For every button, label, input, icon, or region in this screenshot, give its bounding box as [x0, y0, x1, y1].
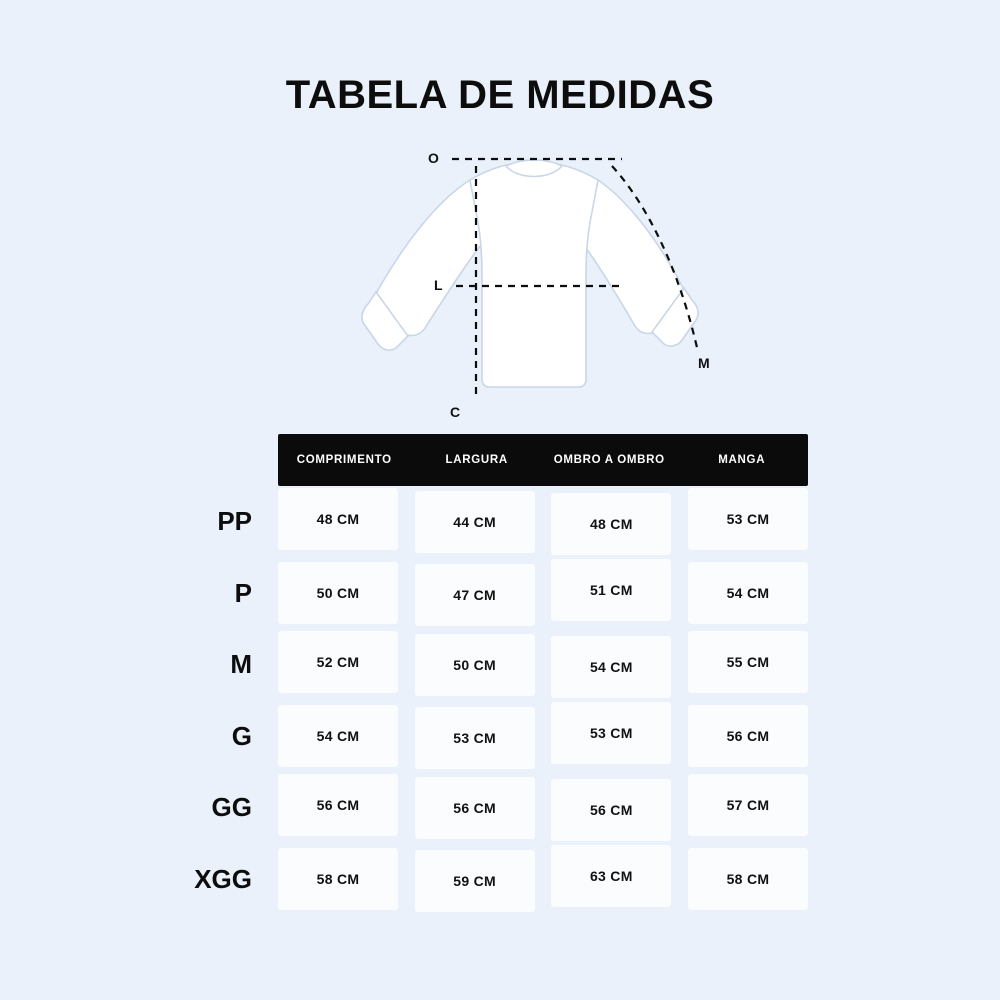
size-label: GG: [211, 792, 252, 823]
column-header-largura: LARGURA: [445, 454, 508, 466]
table-cell: 52 CM: [278, 631, 398, 693]
table-row: [180, 558, 820, 630]
size-label: XGG: [194, 863, 252, 894]
table-cell: 58 CM: [278, 848, 398, 910]
table-cell: 56 CM: [551, 779, 671, 841]
table-cell: 48 CM: [551, 493, 671, 555]
size-label: G: [231, 720, 252, 751]
page-title: TABELA DE MEDIDAS: [285, 73, 715, 117]
table-cell: 47 CM: [415, 564, 535, 626]
table-cell: 50 CM: [278, 562, 398, 624]
table-cell: 54 CM: [278, 705, 398, 767]
size-label: P: [234, 577, 252, 608]
table-cell: 58 CM: [688, 848, 808, 910]
column-header-ombro-a-ombro: OMBRO A OMBRO: [553, 454, 665, 466]
label-shoulder: O: [428, 150, 439, 166]
column-header-comprimento: COMPRIMENTO: [296, 454, 392, 466]
table-cell: 56 CM: [415, 777, 535, 839]
column-header-manga: MANGA: [718, 454, 766, 466]
table-row: [180, 629, 820, 701]
table-row: [180, 772, 820, 844]
table-cell: 51 CM: [551, 559, 671, 621]
table-cell: 56 CM: [688, 705, 808, 767]
table-cell: 50 CM: [415, 634, 535, 696]
size-label: M: [230, 649, 252, 680]
table-row: [180, 486, 820, 558]
table-cell: 57 CM: [688, 774, 808, 836]
table-cell: 48 CM: [278, 488, 398, 550]
table-cell: 59 CM: [415, 850, 535, 912]
label-length: C: [450, 404, 461, 420]
table-cell: 54 CM: [551, 636, 671, 698]
table-cell: 53 CM: [688, 488, 808, 550]
table-cell: 54 CM: [688, 562, 808, 624]
label-width: L: [434, 277, 443, 293]
size-label: PP: [217, 506, 252, 537]
table-cell: 53 CM: [415, 707, 535, 769]
table-header-row: [278, 434, 808, 486]
table-cell: 44 CM: [415, 491, 535, 553]
measurements-table: [180, 434, 820, 915]
table-row: [180, 701, 820, 773]
shirt-illustration: [330, 140, 750, 430]
label-sleeve: M: [698, 355, 710, 371]
table-cell: 55 CM: [688, 631, 808, 693]
table-row: [180, 844, 820, 916]
table-cell: 56 CM: [278, 774, 398, 836]
table-cell: 53 CM: [551, 702, 671, 764]
table-cell: 63 CM: [551, 845, 671, 907]
